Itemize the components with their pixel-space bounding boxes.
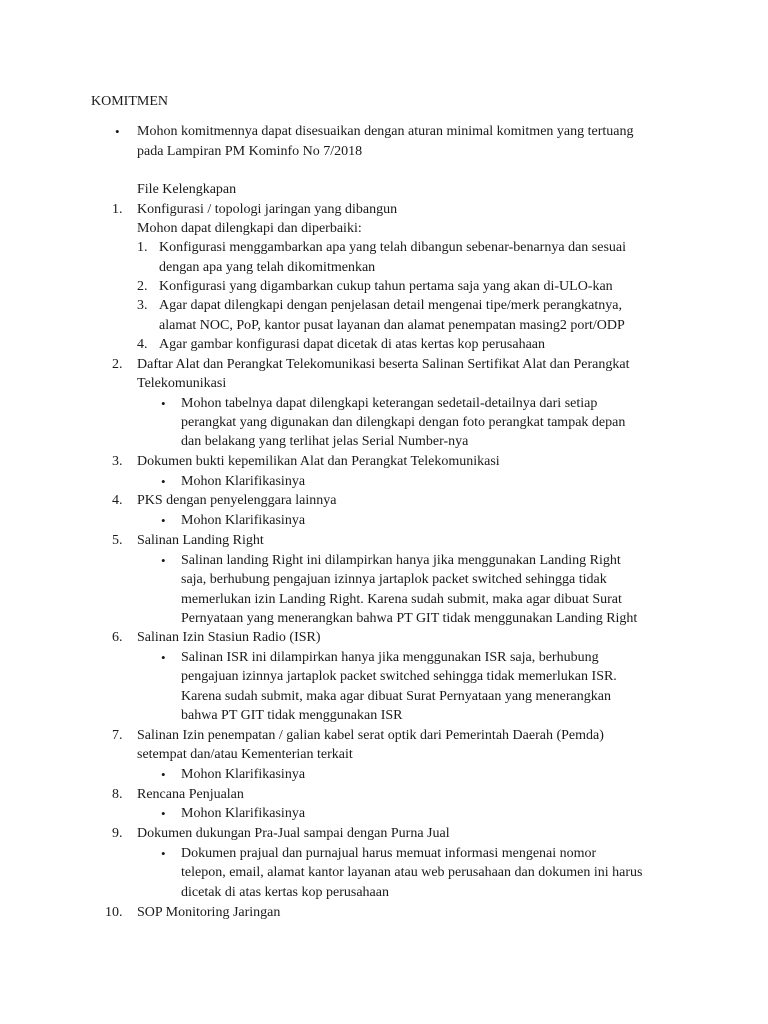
bullet-item-line: Karena sudah submit, maka agar dibuat Surat Pernyataan yang menerangkan (181, 689, 611, 704)
page-title: KOMITMEN (91, 94, 168, 109)
list-number: 6. (112, 630, 123, 645)
list-number: 8. (112, 787, 123, 802)
list-number: 5. (112, 533, 123, 548)
bullet-icon: • (161, 846, 166, 861)
list-number: 4. (112, 493, 123, 508)
sublist-item-line: alamat NOC, PoP, kantor pusat layanan dan alamat penempatan masing2 port/ODP (159, 318, 625, 333)
sublist-item-line: Agar gambar konfigurasi dapat dicetak di atas kertas kop perusahaan (159, 337, 546, 352)
bullet-item-line: perangkat yang digunakan dan dilengkapi dengan foto perangkat tampak depan (181, 415, 626, 430)
list-item-line: Salinan Izin penempatan / galian kabel serat optik dari Pemerintah Daerah (Pemda) (137, 728, 604, 743)
list-item-line: Salinan Izin Stasiun Radio (ISR) (137, 630, 321, 645)
bullet-item-line: Salinan landing Right ini dilampirkan hanya jika menggunakan Landing Right (181, 553, 621, 568)
bullet-item-line: Mohon Klarifikasinya (181, 806, 306, 821)
bullet-icon: • (161, 553, 166, 568)
bullet-item-line: Mohon tabelnya dapat dilengkapi keterangan sedetail-detailnya dari setiap (181, 396, 598, 411)
bullet-item-line: Salinan ISR ini dilampirkan hanya jika menggunakan ISR saja, berhubung (181, 650, 599, 665)
section-subheading: File Kelengkapan (137, 182, 237, 197)
sublist-item-line: Konfigurasi yang digambarkan cukup tahun pertama saja yang akan di-ULO-kan (159, 279, 613, 294)
bullet-item-line: Mohon Klarifikasinya (181, 474, 306, 489)
bullet-item-line: Dokumen prajual dan purnajual harus memuat informasi mengenai nomor (181, 846, 597, 861)
list-item-line: setempat dan/atau Kementerian terkait (137, 747, 353, 762)
bullet-icon: • (161, 474, 166, 489)
bullet-item-line: dan belakang yang terlihat jelas Serial Number-nya (181, 434, 469, 449)
bullet-icon: • (115, 124, 120, 139)
bullet-icon: • (161, 396, 166, 411)
bullet-item-line: Mohon Klarifikasinya (181, 767, 306, 782)
list-item-line: Konfigurasi / topologi jaringan yang dibangun (137, 202, 398, 217)
list-item-line: PKS dengan penyelenggara lainnya (137, 493, 337, 508)
list-item-line: Salinan Landing Right (137, 533, 264, 548)
list-number: 10. (105, 905, 123, 920)
list-number: 3. (112, 454, 123, 469)
list-number: 2. (112, 357, 123, 372)
sublist-item-line: Agar dapat dilengkapi dengan penjelasan detail mengenai tipe/merk perangkatnya, (159, 298, 622, 313)
bullet-item-line: Mohon Klarifikasinya (181, 513, 306, 528)
bullet-item-line: Pernyataan yang menerangkan bahwa PT GIT tidak menggunakan Landing Right (181, 611, 638, 626)
list-item-line: Telekomunikasi (137, 376, 227, 391)
list-item-line: Dokumen bukti kepemilikan Alat dan Perangkat Telekomunikasi (137, 454, 500, 469)
list-item-line: Rencana Penjualan (137, 787, 244, 802)
sublist-number: 2. (137, 279, 148, 294)
bullet-icon: • (161, 513, 166, 528)
bullet-item-line: saja, berhubung pengajuan izinnya jartaplok packet switched sehingga tidak (181, 572, 607, 587)
sublist-item-line: Konfigurasi menggambarkan apa yang telah dibangun sebenar-benarnya dan sesuai (159, 240, 626, 255)
list-item-line: SOP Monitoring Jaringan (137, 905, 281, 920)
bullet-item-line: pengajuan izinnya jartaplok packet switched sehingga tidak memerlukan ISR. (181, 669, 617, 684)
bullet-icon: • (161, 806, 166, 821)
sublist-number: 4. (137, 337, 148, 352)
bullet-icon: • (161, 767, 166, 782)
intro-line: pada Lampiran PM Kominfo No 7/2018 (137, 144, 363, 159)
list-item-line: Daftar Alat dan Perangkat Telekomunikasi beserta Salinan Sertifikat Alat dan Perangkat (137, 357, 630, 372)
bullet-item-line: bahwa PT GIT tidak menggunakan ISR (181, 708, 403, 723)
sublist-item-line: dengan apa yang telah dikomitmenkan (159, 260, 376, 275)
list-item-line: Mohon dapat dilengkapi dan diperbaiki: (137, 221, 362, 236)
sublist-number: 1. (137, 240, 148, 255)
sublist-number: 3. (137, 298, 148, 313)
intro-line: Mohon komitmennya dapat disesuaikan dengan aturan minimal komitmen yang tertuang (137, 124, 634, 139)
list-number: 7. (112, 728, 123, 743)
list-number: 1. (112, 202, 123, 217)
list-number: 9. (112, 826, 123, 841)
bullet-item-line: telepon, email, alamat kantor layanan atau web perusahaan dan dokumen ini harus (181, 865, 643, 880)
bullet-item-line: dicetak di atas kertas kop perusahaan (181, 885, 389, 900)
bullet-icon: • (161, 650, 166, 665)
bullet-item-line: memerlukan izin Landing Right. Karena sudah submit, maka agar dibuat Surat (181, 592, 622, 607)
list-item-line: Dokumen dukungan Pra-Jual sampai dengan Purna Jual (137, 826, 450, 841)
